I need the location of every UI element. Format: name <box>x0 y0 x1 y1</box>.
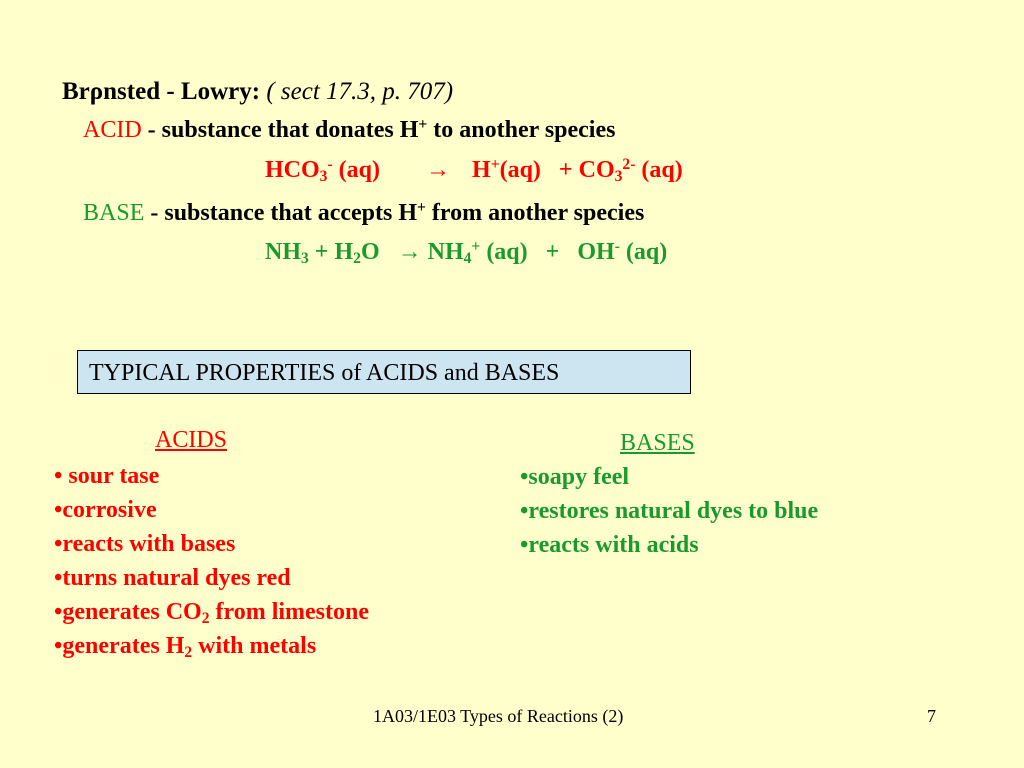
bullet-icon: • <box>54 633 63 659</box>
reaction-arrow-icon: → <box>426 157 451 183</box>
acid-eq-reactant-sup: - <box>327 156 333 174</box>
slide-footer: 1A03/1E03 Types of Reactions (2) <box>373 706 624 726</box>
list-item-text: restores natural dyes to blue <box>528 498 819 524</box>
page-number: 7 <box>927 706 936 726</box>
bullet-icon: • <box>54 565 63 591</box>
acid-definition-text: - substance that donates H <box>141 117 419 143</box>
list-item <box>54 459 369 493</box>
base-eq-reactant2: H <box>334 239 354 265</box>
acid-eq-product2-sub: 3 <box>614 167 623 185</box>
base-eq-reactant2-sub: 2 <box>353 249 361 267</box>
list-item-text: from limestone <box>209 599 370 625</box>
list-item-text: corrosive <box>62 497 157 523</box>
base-eq-product1-state: (aq) <box>480 239 528 265</box>
acid-eq-product2: CO <box>578 157 615 183</box>
bullet-icon: • <box>54 463 63 489</box>
list-item-text: generates H <box>62 633 185 659</box>
list-item <box>520 460 818 494</box>
acid-eq-product2-state: (aq) <box>635 157 683 183</box>
title-reference: ( sect 17.3, p. 707) <box>266 78 454 105</box>
acid-eq-product1-sup: + <box>490 156 500 174</box>
acids-list <box>54 459 369 663</box>
base-word: BASE <box>83 200 145 226</box>
bullet-icon: • <box>54 497 63 523</box>
base-eq-product1: NH <box>427 239 464 265</box>
list-item-text: with metals <box>192 633 317 659</box>
acids-heading-label: ACIDS <box>155 427 228 453</box>
base-eq-reactant1-sub: 3 <box>301 249 309 267</box>
list-item-text: reacts with acids <box>528 532 699 558</box>
base-eq-product2: OH <box>577 239 615 265</box>
acids-heading <box>53 427 227 454</box>
acid-definition-sup: + <box>418 116 428 134</box>
base-eq-product2-state: (aq) <box>619 239 668 265</box>
list-item <box>54 493 369 527</box>
base-eq-plus1: + <box>314 239 329 265</box>
bullet-icon: • <box>520 498 529 524</box>
bases-heading <box>520 430 695 457</box>
list-item-text: soapy feel <box>528 464 630 490</box>
bases-list <box>520 460 818 562</box>
list-item-sub: 2 <box>201 609 210 627</box>
acid-eq-reactant: HCO <box>265 157 320 183</box>
slide-title <box>62 78 453 106</box>
acid-eq-product1: H <box>472 157 491 183</box>
reaction-arrow-icon: → <box>397 239 422 265</box>
acid-eq-reactant-sub: 3 <box>319 167 328 185</box>
base-definition-sup: + <box>417 199 426 217</box>
base-eq-plus2: + <box>545 239 560 265</box>
base-eq-product2-sup: - <box>614 238 620 256</box>
acid-equation <box>265 157 683 184</box>
bullet-icon: • <box>54 531 63 557</box>
acid-definition <box>83 117 615 144</box>
base-eq-reactant2-tail: O <box>360 239 380 265</box>
list-item <box>520 494 818 528</box>
base-equation <box>265 239 667 266</box>
list-item-sub: 2 <box>184 643 193 661</box>
list-item-text: generates CO <box>62 599 202 625</box>
list-item-text: sour tase <box>62 463 160 489</box>
bullet-icon: • <box>54 599 63 625</box>
properties-heading-box: TYPICAL PROPERTIES of ACIDS and BASES <box>77 350 691 394</box>
acid-word: ACID <box>83 117 142 143</box>
base-eq-reactant1: NH <box>265 239 301 265</box>
acid-eq-plus: + <box>558 157 573 183</box>
base-definition <box>83 200 644 227</box>
list-item-text: reacts with bases <box>62 531 236 557</box>
base-definition-tail: from another species <box>425 200 645 226</box>
acid-definition-tail: to another species <box>427 117 616 143</box>
acid-eq-reactant-state: (aq) <box>332 157 381 183</box>
bases-heading-label: BASES <box>620 430 695 456</box>
bullet-icon: • <box>520 532 529 558</box>
list-item-text: turns natural dyes red <box>62 565 291 591</box>
base-eq-product1-sup: + <box>471 238 481 256</box>
acid-eq-product2-sup: 2- <box>622 156 636 174</box>
list-item <box>54 527 369 561</box>
list-item <box>54 629 369 663</box>
list-item <box>54 561 369 595</box>
list-item <box>520 528 818 562</box>
base-definition-text: - substance that accepts H <box>144 200 418 226</box>
list-item <box>54 595 369 629</box>
base-eq-product1-sub: 4 <box>463 249 472 267</box>
acid-eq-product1-state: (aq) <box>499 157 541 183</box>
bullet-icon: • <box>520 464 529 490</box>
title-term: Brρnsted - Lowry: <box>62 78 261 105</box>
